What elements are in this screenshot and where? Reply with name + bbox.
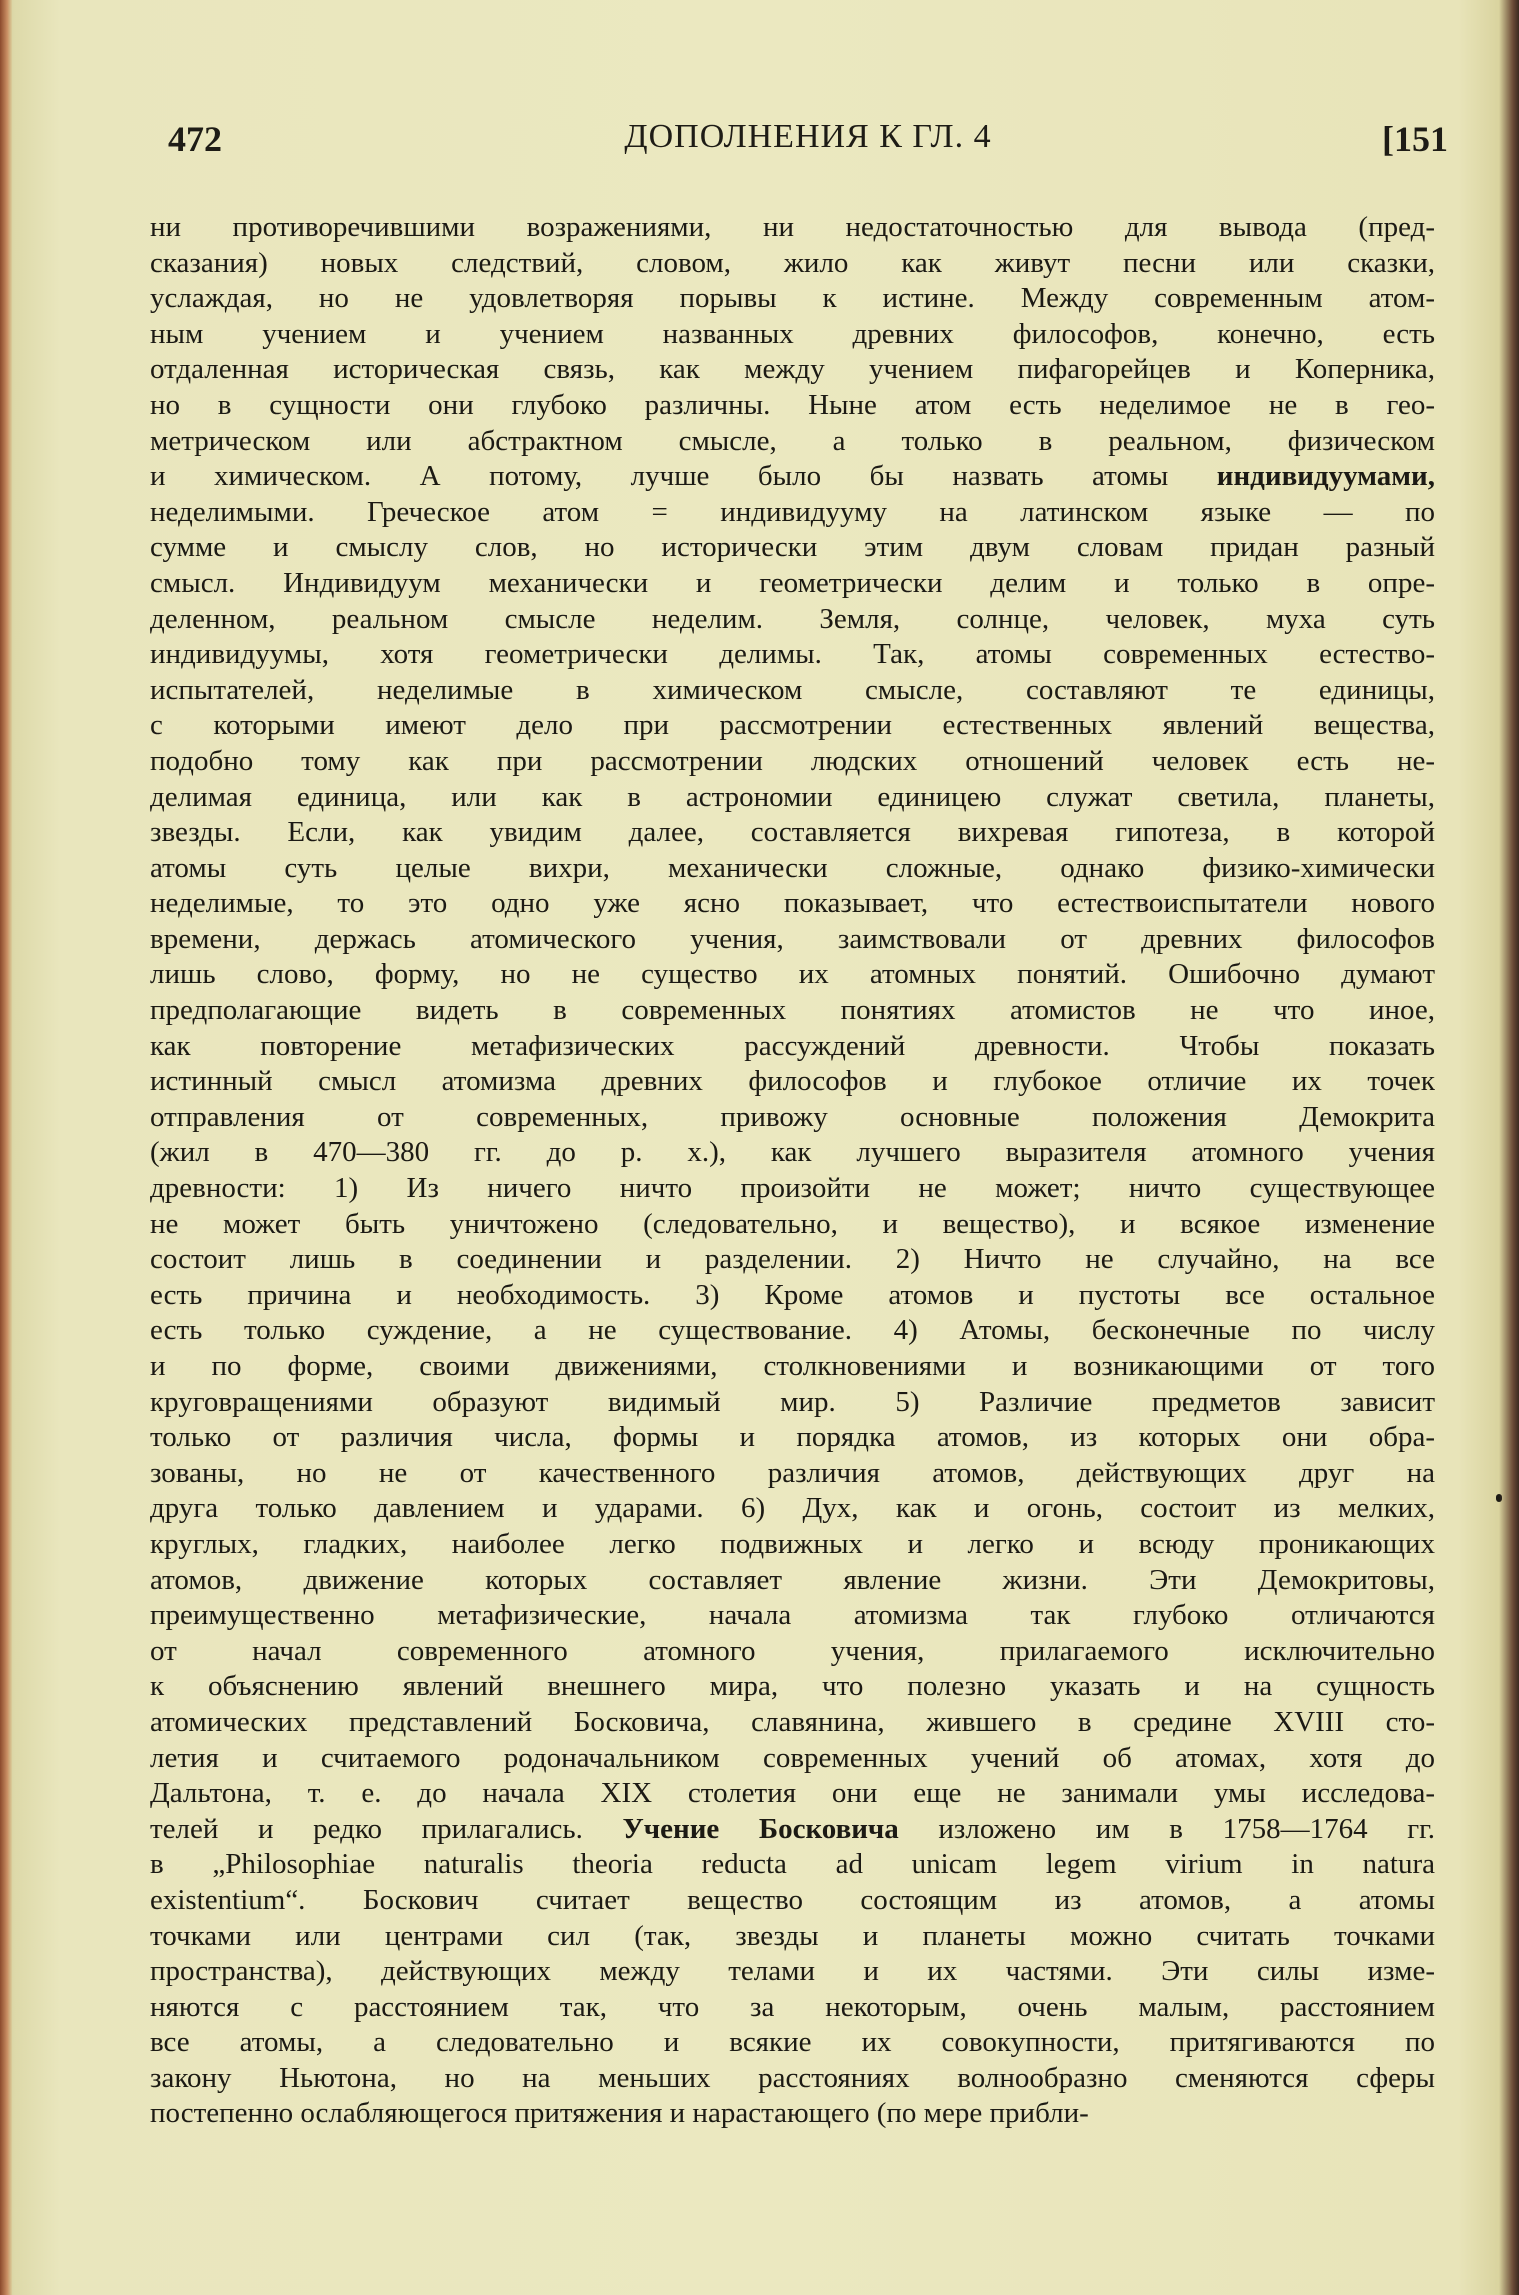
text-segment: Дальтона, т. е. до начала XIX столетия они еще не занимали умы исследова-: [150, 1777, 1435, 1810]
text-line: [150, 1420, 1435, 1456]
text-line: [150, 1171, 1435, 1207]
text-line: [150, 352, 1435, 388]
text-line: [150, 1990, 1435, 2026]
text-segment: только от различия числа, формы и порядка атомов, из которых они обра-: [150, 1421, 1435, 1454]
text-segment: и по форме, своими движениями, столкновениями и возникающими от того: [150, 1350, 1435, 1382]
text-line: [150, 566, 1435, 602]
text-line: [150, 673, 1435, 709]
ink-speck: [1496, 1494, 1502, 1502]
text-line: [150, 1919, 1435, 1955]
text-line: [150, 1385, 1435, 1421]
text-line: [150, 2025, 1435, 2061]
text-segment: есть причина и необходимость. 3) Кроме атомов и пустоты все остальное: [150, 1278, 1435, 1311]
text-segment: неделимыми. Греческое атом = индивидууму на латинском языке — по: [150, 495, 1435, 528]
running-title: ДОПОЛНЕНИЯ К ГЛ. 4: [624, 118, 992, 155]
text-segment: няются с расстоянием так, что за некоторым, очень малым, расстоянием: [150, 1990, 1435, 2023]
text-line: [150, 851, 1435, 887]
text-segment: предполагающие видеть в современных понятиях атомистов не что иное,: [150, 994, 1435, 1027]
text-segment: неделимые, то это одно уже ясно показывает, что естествоиспытатели нового: [150, 887, 1435, 920]
text-segment: лишь слово, форму, но не существо их атомных понятий. Ошибочно думают: [150, 958, 1435, 991]
text-line: [150, 815, 1435, 851]
text-segment: отдаленная историческая связь, как между учением пифагорейцев и Коперника,: [150, 353, 1435, 386]
text-line: [150, 1883, 1435, 1919]
text-line: [150, 1313, 1435, 1349]
text-line: [150, 744, 1435, 780]
text-line: [150, 993, 1435, 1029]
text-line: [150, 1669, 1435, 1705]
text-segment: телей и редко прилагались.: [150, 1812, 623, 1845]
page-header: [168, 118, 1448, 178]
text-line: [150, 1634, 1435, 1670]
text-segment: атомы суть целые вихри, механически сложные, однако физико-химически: [150, 851, 1435, 884]
text-segment: сказания) новых следствий, словом, жило как живут песни или сказки,: [150, 246, 1435, 279]
text-line: [150, 2096, 1435, 2132]
text-line: [150, 1527, 1435, 1563]
text-line: [150, 1705, 1435, 1741]
text-line: [150, 708, 1435, 744]
text-line: [150, 388, 1435, 424]
text-segment: круглых, гладких, наиболее легко подвижных и легко и всюду проникающих: [150, 1527, 1435, 1560]
text-line: [150, 317, 1435, 353]
text-segment: смысл. Индивидуум механически и геометрически делим и только в опре-: [150, 566, 1435, 599]
text-line: [150, 1563, 1435, 1599]
text-segment: атомов, движение которых составляет явление жизни. Эти Демокритовы,: [150, 1563, 1435, 1596]
text-segment: (жил в 470—380 гг. до р. х.), как лучшего выразителя атомного учения: [150, 1136, 1435, 1169]
text-line: [150, 957, 1435, 993]
text-line: [150, 1242, 1435, 1278]
text-segment: с которыми имеют дело при рассмотрении естественных явлений вещества,: [150, 709, 1435, 742]
text-segment: в „Philosophiae naturalis theoria reducta ad unicam legem virium in natura: [150, 1848, 1435, 1881]
text-line: [150, 1847, 1435, 1883]
text-segment: ным учением и учением названных древних философов, конечно, есть: [150, 317, 1435, 350]
text-line: [150, 1207, 1435, 1243]
text-line: [150, 922, 1435, 958]
page-number: 472: [168, 119, 222, 159]
text-line: [150, 1064, 1435, 1100]
text-line: [150, 1812, 1435, 1848]
text-segment: есть только суждение, а не существование. 4) Атомы, бесконечные по числу: [150, 1314, 1435, 1347]
text-segment: испытателей, неделимые в химическом смысле, составляют те единицы,: [150, 673, 1435, 706]
bold-term: индивидуумами,: [1216, 460, 1435, 493]
text-line: [150, 886, 1435, 922]
text-segment: изложено им в 1758—1764 гг.: [898, 1812, 1435, 1845]
text-segment: истинный смысл атомизма древних философов и глубокое отличие их точек: [150, 1065, 1435, 1098]
text-segment: времени, держась атомического учения, заимствовали от древних философов: [150, 922, 1435, 955]
text-line: [150, 1135, 1435, 1171]
text-segment: existentium“. Боскович считает вещество состоящим из атомов, а атомы: [150, 1883, 1435, 1916]
text-line: [150, 1029, 1435, 1065]
text-segment: делимая единица, или как в астрономии единицею служат светила, планеты,: [150, 780, 1435, 813]
text-line: [150, 1954, 1435, 1990]
text-segment: закону Ньютона, но на меньших расстояниях волнообразно сменяются сферы: [150, 2061, 1435, 2094]
text-segment: пространства), действующих между телами и их частями. Эти силы изме-: [150, 1955, 1435, 1988]
text-segment: состоит лишь в соединении и разделении. 2) Ничто не случайно, на все: [150, 1243, 1435, 1276]
text-segment: звезды. Если, как увидим далее, составляется вихревая гипотеза, в которой: [150, 816, 1435, 849]
text-line: [150, 1598, 1435, 1634]
text-line: [150, 602, 1435, 638]
body-text: [150, 210, 1435, 2132]
text-segment: преимущественно метафизические, начала атомизма так глубоко отличаются: [150, 1599, 1435, 1632]
text-segment: подобно тому как при рассмотрении людских отношений человек есть не-: [150, 744, 1435, 777]
text-segment: услаждая, но не удовлетворяя порывы к истине. Между современным атом-: [150, 282, 1435, 315]
text-segment: все атомы, а следовательно и всякие их совокупности, притягиваются по: [150, 2026, 1435, 2059]
text-segment: и химическом. А потому, лучше было бы назвать атомы: [150, 460, 1217, 493]
text-line: [150, 281, 1435, 317]
text-segment: отправления от современных, привожу основные положения Демокрита: [150, 1100, 1435, 1133]
text-segment: ни противоречившими возражениями, ни недостаточностью для вывода (пред-: [150, 211, 1435, 243]
text-segment: деленном, реальном смысле неделим. Земля, солнце, человек, муха суть: [150, 602, 1435, 635]
text-segment: летия и считаемого родоначальником современных учений об атомах, хотя до: [150, 1741, 1435, 1774]
text-segment: не может быть уничтожено (следовательно, и вещество), и всякое изменение: [150, 1207, 1435, 1240]
text-segment: круговращениями образуют видимый мир. 5) Различие предметов зависит: [150, 1385, 1435, 1418]
text-line: [150, 495, 1435, 531]
text-segment: точками или центрами сил (так, звезды и планеты можно считать точками: [150, 1919, 1435, 1952]
text-line: [150, 1456, 1435, 1492]
text-segment: зованы, но не от качественного различия атомов, действующих друг на: [150, 1456, 1435, 1489]
text-line: [150, 424, 1435, 460]
text-line: [150, 1278, 1435, 1314]
text-segment: но в сущности они глубоко различны. Ныне атом есть неделимое не в гео-: [150, 388, 1435, 421]
text-segment: древности: 1) Из ничего ничто произойти не может; ничто существующее: [150, 1172, 1435, 1205]
text-segment: как повторение метафизических рассуждений древности. Чтобы показать: [150, 1029, 1435, 1062]
text-line: [150, 530, 1435, 566]
text-line: [150, 459, 1435, 495]
text-line: [150, 1349, 1435, 1385]
text-segment: друга только давлением и ударами. 6) Дух, как и огонь, состоит из мелких,: [150, 1492, 1435, 1525]
text-segment: сумме и смыслу слов, но исторически этим двум словам придан разный: [150, 531, 1435, 564]
text-segment: от начал современного атомного учения, прилагаемого исключительно: [150, 1634, 1435, 1667]
text-line: [150, 246, 1435, 282]
text-line: [150, 1491, 1435, 1527]
text-segment: атомических представлений Босковича, славянина, жившего в средине XVIII сто-: [150, 1705, 1435, 1738]
bold-term: Учение Босковича: [622, 1812, 899, 1845]
text-line: [150, 1100, 1435, 1136]
text-line: [150, 637, 1435, 673]
text-line: [150, 2061, 1435, 2097]
text-line: [150, 780, 1435, 816]
text-line: [150, 1776, 1435, 1812]
section-reference: [151: [1382, 119, 1448, 159]
text-line: [150, 1741, 1435, 1777]
text-line: [150, 210, 1435, 246]
text-segment: индивидуумы, хотя геометрически делимы. Так, атомы современных естество-: [150, 638, 1435, 671]
text-segment: метрическом или абстрактном смысле, а только в реальном, физическом: [150, 424, 1435, 457]
text-segment: постепенно ослабляющегося притяжения и нарастающего (по мере прибли-: [150, 2097, 1089, 2130]
text-segment: к объяснению явлений внешнего мира, что полезно указать и на сущность: [150, 1670, 1435, 1703]
